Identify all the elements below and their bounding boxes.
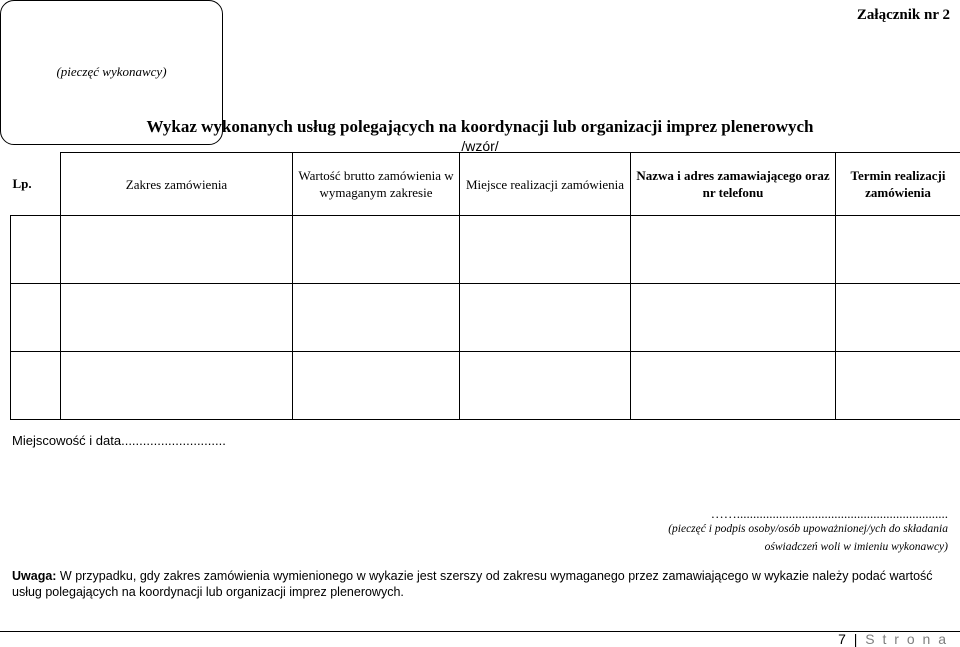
table-row [11, 216, 960, 284]
header-scope: Zakres zamówienia [61, 153, 293, 216]
table-cell [293, 284, 460, 352]
table-cell [836, 284, 960, 352]
header-client: Nazwa i adres zamawiającego oraz nr telefonu [631, 153, 836, 216]
page-separator: | [854, 631, 860, 647]
note [12, 568, 960, 600]
table-cell [836, 216, 960, 284]
stamp-label: (pieczęć wykonawcy) [0, 64, 223, 80]
footer-divider [0, 631, 960, 632]
table-cell [11, 284, 61, 352]
table-cell [293, 352, 460, 420]
table-header-row [11, 153, 960, 216]
signature-dots: ……................................................................. [711, 506, 948, 522]
signature-caption-line2: oświadczeń woli w imieniu wykonawcy) [528, 538, 948, 556]
services-table [10, 152, 960, 420]
page-number-value: 7 [838, 631, 848, 647]
table-cell [460, 352, 631, 420]
table-row [11, 284, 960, 352]
document-title: Wykaz wykonanych usług polegających na koordynacji lub organizacji imprez plenerowych [0, 117, 960, 137]
table-cell [631, 352, 836, 420]
table-cell [61, 216, 293, 284]
table-cell [61, 284, 293, 352]
table-cell [293, 216, 460, 284]
page-number [838, 631, 948, 647]
note-label: Uwaga: [12, 569, 56, 583]
table-row [11, 352, 960, 420]
table-cell [61, 352, 293, 420]
table-cell [11, 216, 61, 284]
table-cell [460, 216, 631, 284]
table-cell [836, 352, 960, 420]
table-cell [11, 352, 61, 420]
table-cell [631, 284, 836, 352]
signature-caption [528, 520, 948, 556]
table-cell [631, 216, 836, 284]
table-cell [460, 284, 631, 352]
signature-caption-line1: (pieczęć i podpis osoby/osób upoważnionej/ych do składania [528, 520, 948, 538]
note-text: W przypadku, gdy zakres zamówienia wymienionego w wykazie jest szerszy od zakresu wymaganego przez zamawiającego w wykazie należy podać wartość usług polegających na koordynacji lub organizacji imprez plenerowych. [12, 569, 933, 599]
header-value: Wartość brutto zamówienia w wymaganym zakresie [293, 153, 460, 216]
header-lp: Lp. [11, 153, 61, 216]
annex-label: Załącznik nr 2 [857, 7, 950, 24]
document-subtitle: /wzór/ [0, 138, 960, 154]
page-word: S t r o n a [865, 631, 948, 647]
header-place: Miejsce realizacji zamówienia [460, 153, 631, 216]
place-and-date: Miejscowość i data............................. [12, 433, 226, 448]
header-term: Termin realizacji zamówienia [836, 153, 960, 216]
